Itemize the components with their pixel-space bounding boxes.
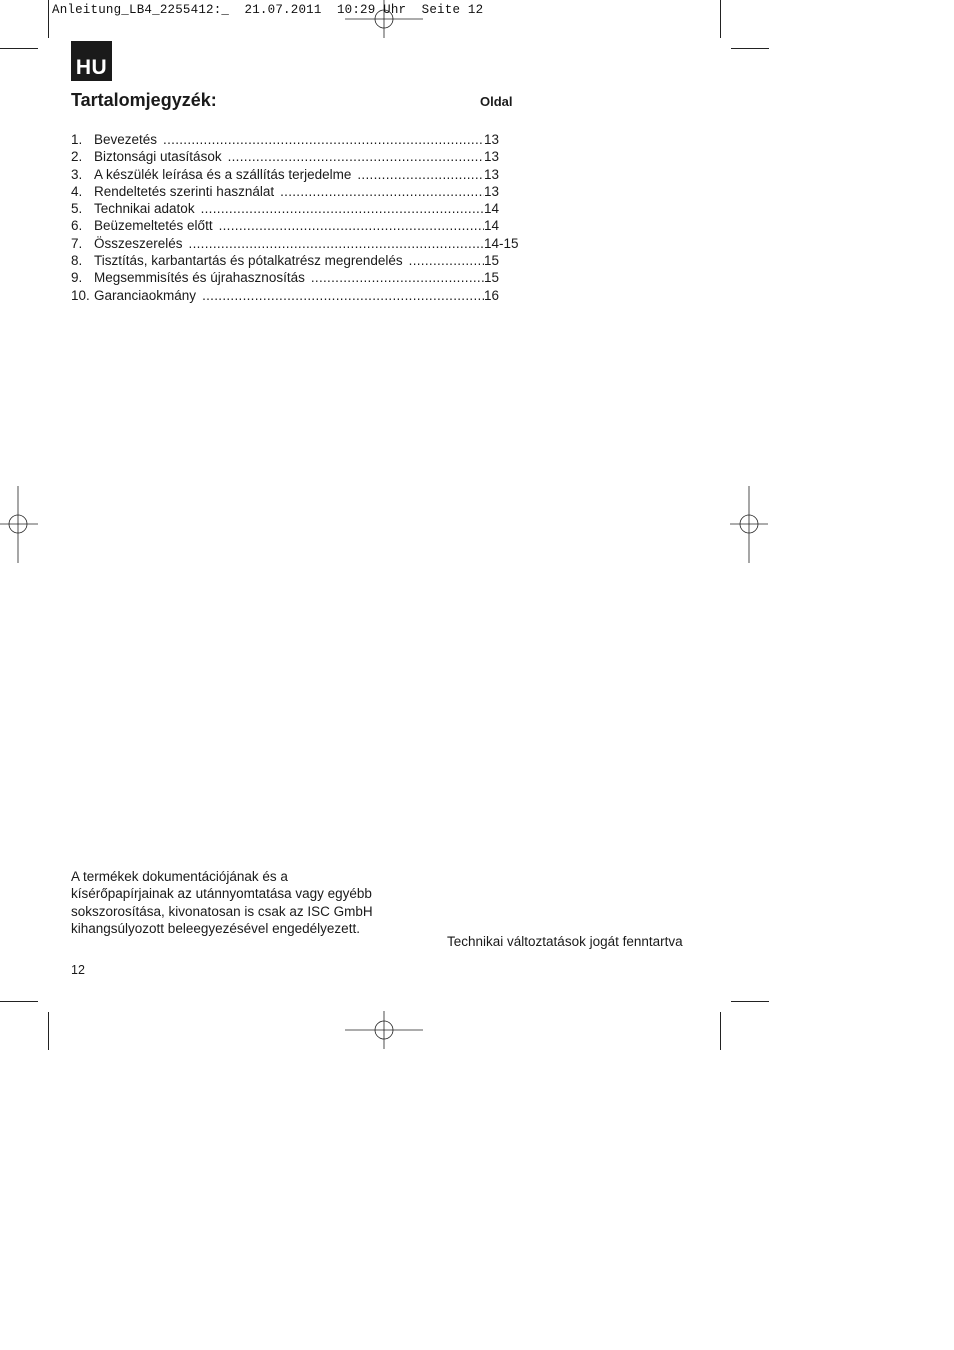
toc-leader-dots [311, 269, 484, 286]
registration-mark-icon [345, 1011, 425, 1051]
page-column-header: Oldal [480, 94, 513, 109]
toc-entry-page: 13 [484, 166, 500, 182]
toc-leader-dots [357, 166, 484, 183]
toc-entry-title: Technikai adatok [94, 201, 195, 217]
toc-entry-number: 9. [71, 270, 83, 286]
toc-entry-number: 6. [71, 218, 83, 234]
crop-mark [0, 48, 38, 49]
toc-leader-dots [201, 200, 484, 217]
toc-entry-title: Összeszerelés [94, 235, 183, 251]
copyright-notice: A termékek dokumentációjának és a kísérőpapírjainak az utánnyomtatása vagy egyébb sokszorosítása, kivonatosan is csak az ISC GmbH kihangsúlyozott beleegyezésével engedélyezett. [71, 869, 373, 936]
toc-entry-page: 14 [484, 218, 500, 234]
toc-entry-number: 5. [71, 201, 83, 217]
crop-mark [48, 1012, 49, 1050]
technical-changes-note: Technikai változtatások jogát fenntartva [447, 934, 683, 949]
toc-entry-page: 13 [484, 183, 500, 199]
crop-mark [720, 0, 721, 38]
toc-leader-dots [219, 217, 484, 234]
toc-entry [71, 269, 521, 286]
table-of-contents [71, 131, 521, 304]
toc-entry [71, 200, 521, 217]
toc-entry [71, 148, 521, 165]
toc-leader-dots [409, 252, 484, 269]
toc-entry-title: Biztonsági utasítások [94, 149, 222, 165]
toc-entry-title: Megsemmisítés és újrahasznosítás [94, 270, 305, 286]
toc-entry-number: 4. [71, 183, 83, 199]
toc-entry [71, 252, 521, 269]
crop-mark [0, 1001, 38, 1002]
registration-mark-icon [0, 486, 40, 566]
toc-entry-page: 13 [484, 132, 500, 147]
toc-entry-page: 14-15 [484, 235, 519, 251]
toc-entry-number: 3. [71, 166, 83, 182]
toc-entry [71, 183, 521, 200]
toc-entry-title: Bevezetés [94, 132, 158, 147]
toc-entry-number: 10. [71, 287, 90, 303]
print-slug: Anleitung_LB4_2255412:_ 21.07.2011 10:29 Uhr Seite 12 [52, 3, 484, 17]
toc-entry-page: 16 [484, 287, 500, 303]
toc-entry-page: 15 [484, 270, 500, 286]
toc-entry-number: 8. [71, 253, 83, 269]
toc-leader-dots [189, 235, 484, 252]
toc-entry-page: 14 [484, 201, 500, 217]
toc-entry [71, 287, 521, 304]
language-badge: HU [71, 41, 112, 81]
page-number: 12 [71, 963, 85, 977]
toc-entry-title: A készülék leírása és a szállítás terjedelme [94, 166, 352, 182]
toc-entry-title: Garanciaokmány [94, 287, 197, 303]
toc-leader-dots [163, 131, 484, 148]
toc-entry-number: 7. [71, 235, 83, 251]
toc-entry-title: Tisztítás, karbantartás és pótalkatrész megrendelés [94, 253, 403, 269]
toc-leader-dots [228, 148, 484, 165]
crop-mark [48, 0, 49, 38]
toc-entry-page: 15 [484, 253, 500, 269]
crop-mark [720, 1012, 721, 1050]
toc-entry-page: 13 [484, 149, 500, 165]
toc-entry [71, 166, 521, 183]
toc-entry [71, 235, 521, 252]
toc-entry [71, 217, 521, 234]
toc-leader-dots [280, 183, 484, 200]
registration-mark-icon [729, 486, 769, 566]
toc-entry-number: 1. [71, 132, 83, 147]
toc-entry-number: 2. [71, 149, 83, 165]
crop-mark [731, 48, 769, 49]
toc-entry-title: Beüzemeltetés előtt [94, 218, 213, 234]
page-title: Tartalomjegyzék: [71, 90, 217, 110]
toc-entry [71, 131, 521, 148]
toc-leader-dots [202, 287, 484, 304]
toc-entry-title: Rendeltetés szerinti használat [94, 183, 275, 199]
crop-mark [731, 1001, 769, 1002]
